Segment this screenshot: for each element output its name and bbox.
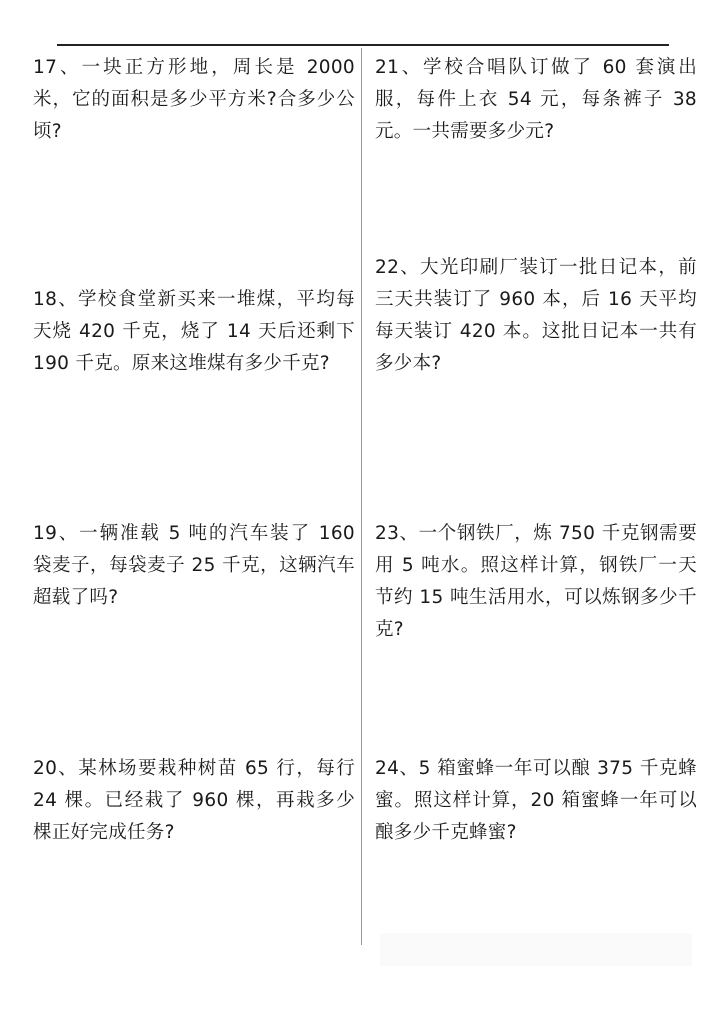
column-divider [361, 48, 362, 945]
question-22: 22、大光印刷厂装订一批日记本，前三天共装订了 960 本，后 16 天平均每天装订 420 本。这批日记本一共有多少本? [375, 257, 697, 374]
question-24: 24、5 箱蜜蜂一年可以酿 375 千克蜂蜜。照这样计算，20 箱蜜蜂一年可以酿多少千克蜂蜜? [375, 758, 697, 843]
question-23: 23、一个钢铁厂，炼 750 千克钢需要用 5 吨水。照这样计算，钢铁厂一天节约 15 吨生活用水，可以炼钢多少千克? [375, 523, 697, 640]
question-20: 20、某林场要栽种树苗 65 行，每行 24 棵。已经栽了 960 棵，再栽多少棵正好完成任务? [33, 758, 355, 843]
question-17: 17、一块正方形地，周长是 2000 米，它的面积是多少平方米?合多少公顷? [33, 57, 355, 142]
question-21: 21、学校合唱队订做了 60 套演出服，每件上衣 54 元，每条裤子 38 元。一共需要多少元? [375, 57, 697, 142]
question-18: 18、学校食堂新买来一堆煤，平均每天烧 420 千克，烧了 14 天后还剩下 190 千克。原来这堆煤有多少千克? [33, 289, 355, 374]
question-19: 19、一辆准载 5 吨的汽车装了 160 袋麦子，每袋麦子 25 千克，这辆汽车超载了吗? [33, 523, 355, 608]
faint-watermark [380, 933, 692, 966]
top-rule [57, 44, 669, 46]
